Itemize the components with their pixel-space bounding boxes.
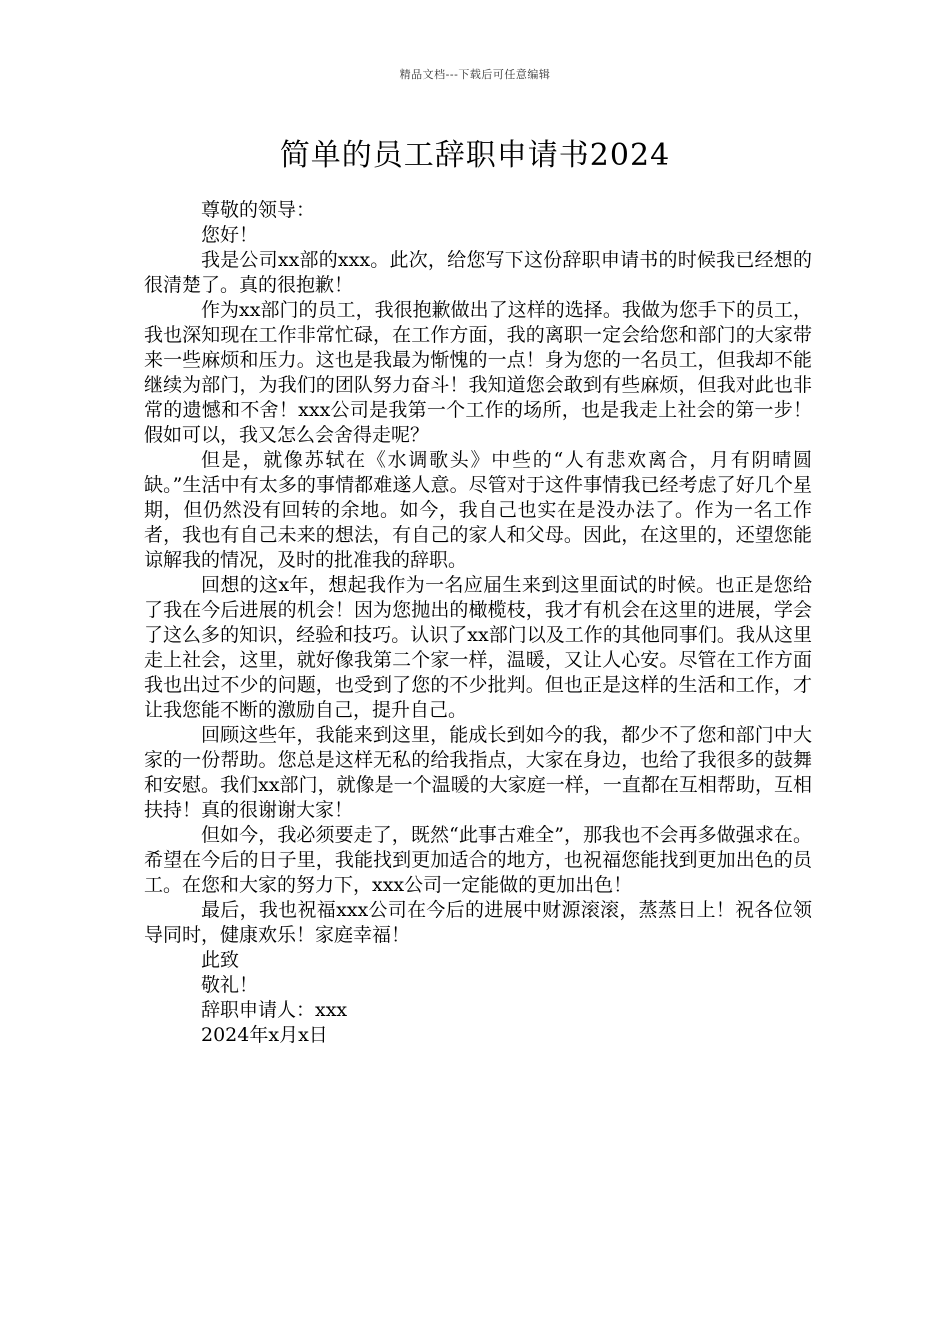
paragraph-3: 但是，就像苏轼在《水调歌头》中些的“人有悲欢离合，月有阴晴圆缺。”生活中有太多的事情都难遂人意。尽管对于这件事情我已经考虑了好几个星期，但仍然没有回转的余地。如今，我自己也实在是没办法了。作为一名工作者，我也有自己未来的想法，有自己的家人和父母。因此，在这里的，还望您能谅解我的情况，及时的批准我的辞职。 <box>144 449 812 571</box>
header-note: 精品文档---下载后可任意编辑 <box>399 68 551 81</box>
salutation: 尊敬的领导： <box>201 199 316 221</box>
greeting: 您好！ <box>201 224 259 246</box>
paragraph-2: 作为xx部门的员工，我很抱歉做出了这样的选择。我做为您手下的员工，我也深知现在工作非常忙碌，在工作方面，我的离职一定会给您和部门的大家带来一些麻烦和压力。这也是我最为惭愧的一点！身为您的一名员工，但我却不能继续为部门，为我们的团队努力奋斗！我知道您会敢到有些麻烦，但我对此也非常的遗憾和不舍！xxx公司是我第一个工作的场所，也是我走上社会的第一步！假如可以，我又怎么会舍得走呢？ <box>144 299 812 446</box>
date: 2024年x月x日 <box>201 1024 328 1046</box>
closing-line-1: 此致 <box>201 949 240 971</box>
paragraph-7: 最后，我也祝福xxx公司在今后的进展中财源滚滚，蒸蒸日上！祝各位领导同时，健康欢乐！家庭幸福！ <box>144 899 812 946</box>
signature: 辞职申请人：xxx <box>201 999 348 1021</box>
paragraph-4: 回想的这x年，想起我作为一名应届生来到这里面试的时候。也正是您给了我在今后进展的机会！因为您抛出的橄榄枝，我才有机会在这里的进展，学会了这么多的知识，经验和技巧。认识了xx部门以及工作的其他同事们。我从这里走上社会，这里，就好像我第二个家一样，温暖，又让人心安。尽管在工作方面我也出过不少的问题，也受到了您的不少批判。但也正是这样的生活和工作，才让我您能不断的激励自己，提升自己。 <box>144 574 812 721</box>
paragraph-5: 回顾这些年，我能来到这里，能成长到如今的我，都少不了您和部门中大家的一份帮助。您总是这样无私的给我指点，大家在身边，也给了我很多的鼓舞和安慰。我们xx部门，就像是一个温暖的大家庭一样，一直都在互相帮助，互相扶持！真的很谢谢大家！ <box>144 724 812 821</box>
document-title: 简单的员工辞职申请书2024 <box>279 138 671 173</box>
paragraph-6: 但如今，我必须要走了，既然“此事古难全”，那我也不会再多做强求在。希望在今后的日子里，我能找到更加适合的地方，也祝福您能找到更加出色的员工。在您和大家的努力下，xxx公司一定能做的更加出色！ <box>144 824 812 896</box>
paragraph-1: 我是公司xx部的xxx。此次，给您写下这份辞职申请书的时候我已经想的很清楚了。真的很抱歉！ <box>144 249 812 296</box>
closing-line-2: 敬礼！ <box>201 974 259 996</box>
letter-body <box>144 198 812 1048</box>
